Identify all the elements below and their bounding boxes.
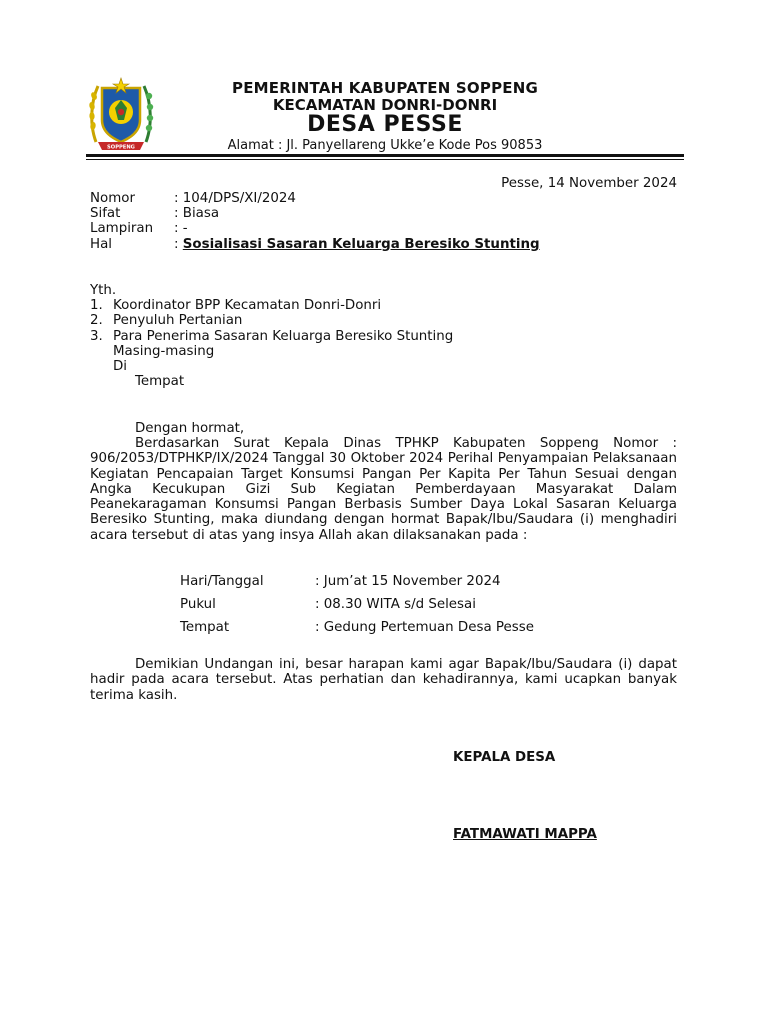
meta-label-hal: Hal xyxy=(90,237,112,252)
recipients-masing: Masing-masing xyxy=(113,344,215,359)
meta-label-lampiran: Lampiran xyxy=(90,221,154,236)
body-paragraph xyxy=(90,436,677,543)
event-value-place: : Gedung Pertemuan Desa Pesse xyxy=(315,620,534,635)
event-value-time: : 08.30 WITA s/d Selesai xyxy=(315,597,476,612)
greeting: Dengan hormat, xyxy=(135,421,245,436)
recipient-num-1: 1. xyxy=(90,298,103,313)
meta-value-hal xyxy=(174,237,540,252)
body-paragraph-text: Berdasarkan Surat Kepala Dinas TPHKP Kabupaten Soppeng Nomor : 906/2053/DTPHKP/IX/2024 Tanggal 30 Oktober 2024 Perihal Penyampaian Pelaksanaan Kegiatan Pencapaian Target Konsumsi Pangan Per Kapita Per Tahun Sesuai dengan Angka Kecukupan Gizi Sub Kegiatan Pemberdayaan Masyarakat Dalam Peanekaragaman Konsumsi Pangan Berbasis Sumber Daya Lokal Sasaran Keluarga Beresiko Stunting, maka diundang dengan hormat Bapak/Ibu/Saudara (i) menghadiri acara tersebut di atas yang insya Allah akan dilaksanakan pada : xyxy=(90,436,677,543)
letterhead-district: KECAMATAN DONRI-DONRI xyxy=(272,96,498,114)
meta-value-nomor: : 104/DPS/XI/2024 xyxy=(174,191,296,206)
letterhead-rule-thick xyxy=(86,154,684,157)
letterhead-government: PEMERINTAH KABUPATEN SOPPENG xyxy=(232,79,538,97)
meta-label-nomor: Nomor xyxy=(90,191,135,206)
letter-date: Pesse, 14 November 2024 xyxy=(501,176,677,191)
logo-banner-text: SOPPENG xyxy=(107,144,135,151)
event-label-time: Pukul xyxy=(180,597,216,612)
letterhead-address: Alamat : Jl. Panyellareng Ukke’e Kode Pos 90853 xyxy=(227,138,543,153)
event-value-date: : Jum’at 15 November 2024 xyxy=(315,574,501,589)
closing-paragraph-text: Demikian Undangan ini, besar harapan kami agar Bapak/Ibu/Saudara (i) dapat hadir pada acara tersebut. Atas perhatian dan kehadirannya, kami ucapkan banyak terima kasih. xyxy=(90,657,677,703)
recipient-item-2: Penyuluh Pertanian xyxy=(113,313,243,328)
recipient-num-2: 2. xyxy=(90,313,103,328)
recipient-num-3: 3. xyxy=(90,329,103,344)
signature-name: FATMAWATI MAPPA xyxy=(453,827,597,842)
recipients-tempat: Tempat xyxy=(135,374,185,389)
recipient-item-3: Para Penerima Sasaran Keluarga Beresiko Stunting xyxy=(113,329,454,344)
event-label-date: Hari/Tanggal xyxy=(180,574,264,589)
meta-label-sifat: Sifat xyxy=(90,206,121,221)
letterhead-rule-thin xyxy=(86,159,684,160)
recipient-item-1: Koordinator BPP Kecamatan Donri-Donri xyxy=(113,298,382,313)
meta-value-sifat: : Biasa xyxy=(174,206,220,221)
recipients-yth: Yth. xyxy=(90,283,117,298)
recipients-di: Di xyxy=(113,359,128,374)
meta-hal-colon: : xyxy=(174,237,183,252)
closing-paragraph xyxy=(90,657,677,703)
soppeng-regency-emblem xyxy=(88,76,154,154)
event-label-place: Tempat xyxy=(180,620,230,635)
meta-value-lampiran: : - xyxy=(174,221,188,236)
letter-subject: Sosialisasi Sasaran Keluarga Beresiko Stunting xyxy=(182,237,540,252)
signature-title: KEPALA DESA xyxy=(453,750,556,765)
letterhead-village: DESA PESSE xyxy=(307,112,463,137)
